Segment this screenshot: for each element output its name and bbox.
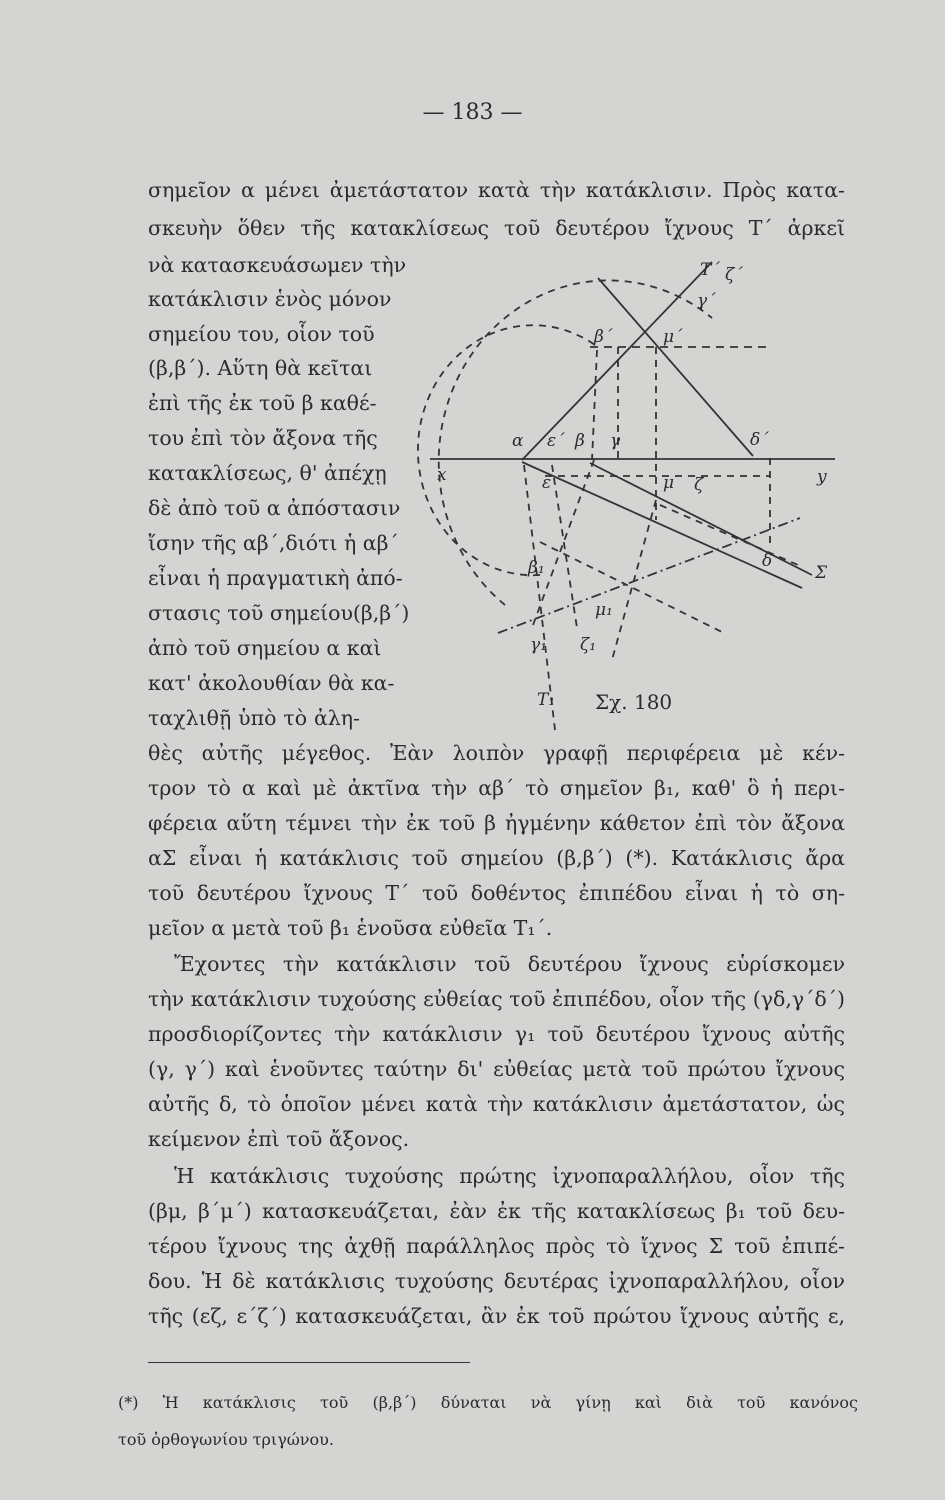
- label-mu: μ: [663, 473, 675, 493]
- text-line: κατ' ἀκολουθίαν θὰ κα-: [148, 671, 395, 695]
- label-zeta-prime: ζ΄: [725, 265, 743, 285]
- label-beta1: β₁: [528, 558, 545, 578]
- footnote-line: τοῦ ὀρθογωνίου τριγώνου.: [118, 1430, 334, 1449]
- text-line: κείμενον ἐπὶ τοῦ ἄξονος.: [148, 1127, 410, 1151]
- text-line: μεῖον α μετὰ τοῦ β₁ ἑνοῦσα εὐθεῖα Τ₁΄.: [148, 916, 553, 940]
- text-line: αὐτῆς δ, τὸ ὁποῖον μένει κατὰ τὴν κατάκλισιν ἀμετάστατον, ὡς: [148, 1092, 845, 1116]
- label-gamma: γ: [610, 431, 621, 451]
- line-delta-prime: [598, 278, 753, 456]
- label-delta: δ: [762, 551, 773, 571]
- text-line: ἀπὸ τοῦ σημείου α καὶ: [148, 636, 382, 660]
- text-line: σκευὴν ὅθεν τῆς κατακλίσεως τοῦ δευτέρου ἴχνους Τ΄ ἀρκεῖ: [148, 216, 845, 240]
- label-beta: β: [575, 431, 585, 451]
- label-gamma-prime: γ΄: [697, 291, 716, 311]
- text-line: θὲς αὐτῆς μέγεθος. Ἐὰν λοιπὸν γραφῇ περιφέρεια μὲ κέν-: [148, 741, 845, 765]
- text-line: σημεῖον α μένει ἀμετάστατον κατὰ τὴν κατάκλισιν. Πρὸς κατα-: [148, 178, 845, 202]
- label-x: x: [437, 465, 447, 485]
- label-epsilon: ε: [542, 473, 552, 493]
- label-epsilon-prime: ε΄: [547, 431, 565, 451]
- text-line: (β,β΄). Αὕτη θὰ κεῖται: [148, 356, 373, 380]
- label-y: y: [817, 467, 827, 487]
- text-line: του ἐπὶ τὸν ἄξονα τῆς: [148, 426, 378, 450]
- label-Sigma: Σ: [815, 563, 828, 583]
- page-number: — 183 —: [422, 100, 523, 125]
- label-gamma1: γ₁: [530, 635, 547, 655]
- text-line: νὰ κατασκευάσωμεν τὴν: [148, 253, 407, 277]
- text-line: σημείου του, οἷον τοῦ: [148, 322, 375, 346]
- text-line: τοῦ δευτέρου ἴχνους Τ΄ τοῦ δοθέντος ἐπιπέδου εἶναι ἡ τὸ ση-: [148, 881, 845, 905]
- inner-arc: [418, 325, 595, 575]
- text-line: Ἔχοντες τὴν κατάκλισιν τοῦ δευτέρου ἴχνους εὑρίσκομεν: [174, 952, 845, 976]
- text-line: ἐπὶ τῆς ἐκ τοῦ β καθέ-: [148, 391, 377, 415]
- text-line: αΣ εἶναι ἡ κατάκλισις τοῦ σημείου (β,β΄) (*). Κατάκλισις ἄρα: [148, 846, 845, 870]
- text-line: κατακλίσεως, θ' ἀπέχῃ: [148, 461, 387, 485]
- text-line: (γ, γ΄) καὶ ἑνοῦντες ταύτην δι' εὐθείας μετὰ τοῦ πρώτου ἴχνους: [148, 1057, 845, 1081]
- label-delta-prime: δ΄: [750, 430, 769, 450]
- text-line: τὴν κατάκλισιν τυχούσης εὐθείας τοῦ ἐπιπέδου, οἷον τῆς (γδ,γ΄δ΄): [148, 987, 845, 1011]
- text-line: δου. Ἡ δὲ κατάκλισις τυχούσης δευτέρας ἰχνοπαραλλήλου, οἷον: [148, 1269, 845, 1293]
- text-line: τῆς (εζ, ε΄ζ΄) κατασκευάζεται, ἂν ἐκ τοῦ πρώτου ἴχνους αὐτῆς ε,: [148, 1304, 845, 1328]
- text-line: (βμ, β΄μ΄) κατασκευάζεται, ἐὰν ἐκ τῆς κατακλίσεως β₁ τοῦ δευ-: [148, 1199, 845, 1223]
- label-mu-prime: μ΄: [663, 327, 683, 347]
- text-line: δὲ ἀπὸ τοῦ α ἀπόστασιν: [148, 496, 401, 520]
- footnote-divider: [148, 1362, 470, 1363]
- text-line: προσδιορίζοντες τὴν κατάκλισιν γ₁ τοῦ δευτέρου ἴχνους αὐτῆς: [148, 1022, 845, 1046]
- text-line: κατάκλισιν ἑνὸς μόνον: [148, 287, 392, 311]
- text-line: στασις τοῦ σημείου(β,β΄): [148, 601, 410, 625]
- line-alpha-delta: [522, 462, 802, 588]
- text-line: τρον τὸ α καὶ μὲ ἀκτῖνα τὴν αβ΄ τὸ σημεῖον β₁, καθ' ὃ ἡ περι-: [148, 776, 845, 800]
- label-beta-prime: β΄: [594, 327, 613, 347]
- footnote-line: (*) Ἡ κατάκλισις τοῦ (β,β΄) δύναται νὰ γίνῃ καὶ διὰ τοῦ κανόνος: [118, 1393, 858, 1412]
- label-alpha: α: [512, 431, 524, 451]
- text-line: ταχλιθῇ ὑπὸ τὸ ἀλη-: [148, 706, 360, 730]
- text-line: εἶναι ἡ πραγματικὴ ἀπό-: [148, 566, 403, 590]
- label-zeta1: ζ₁: [580, 635, 597, 655]
- text-line: ἴσην τῆς αβ΄,διότι ἡ αβ΄: [148, 531, 399, 555]
- text-line: Ἡ κατάκλισις τυχούσης πρώτης ἰχνοπαραλλήλου, οἷον τῆς: [174, 1164, 845, 1188]
- figure-caption: Σχ. 180: [595, 690, 673, 714]
- label-T1: Τ₁: [537, 690, 556, 710]
- text-line: τέρου ἴχνους της ἀχθῇ παράλληλος πρὸς τὸ ἴχνος Σ τοῦ ἐπιπέ-: [148, 1234, 845, 1258]
- text-line: φέρεια αὕτη τέμνει τὴν ἐκ τοῦ β ἠγμένην κάθετον ἐπὶ τὸν ἄξονα: [148, 811, 845, 835]
- label-mu1: μ₁: [595, 600, 613, 620]
- label-zeta: ζ: [694, 475, 704, 495]
- label-T-prime: Τ΄: [700, 260, 720, 280]
